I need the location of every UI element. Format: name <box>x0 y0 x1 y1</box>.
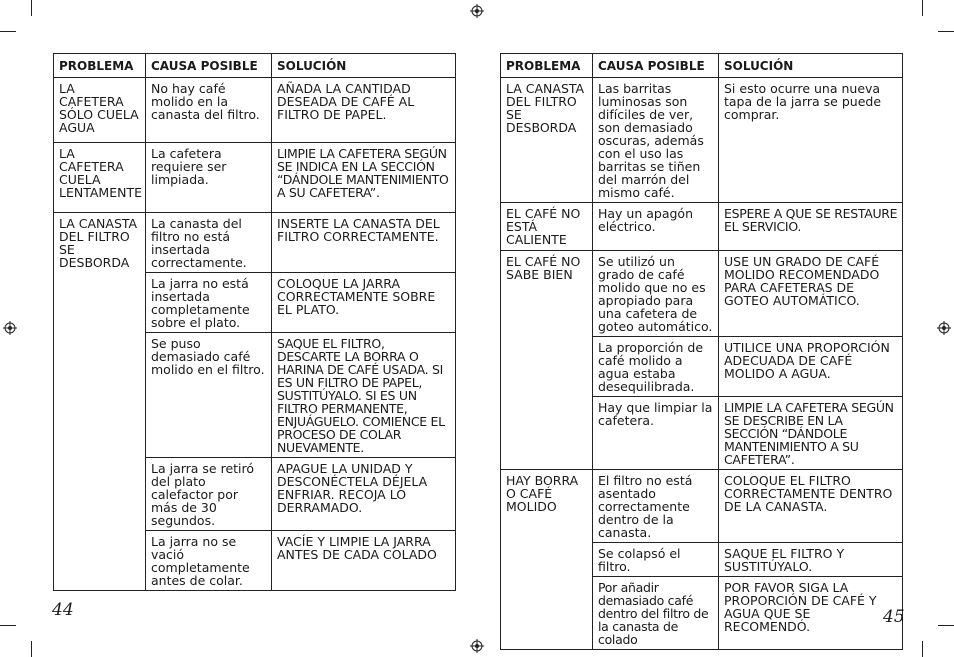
cause-cell: La cafetera requiere ser limpiada. <box>146 143 272 213</box>
crop-mark <box>31 0 32 16</box>
problem-cell: EL CAFÉ NO ESTÁ CALIENTE <box>501 203 593 251</box>
cause-cell: Hay que limpiar la cafetera. <box>593 397 719 470</box>
table-row <box>54 213 456 273</box>
crop-mark <box>0 31 16 32</box>
problem-cell: HAY BORRA O CAFÉ MOLIDO <box>501 470 593 650</box>
problem-cell: LA CAFETERA SÓLO CUELA AGUA <box>54 78 146 143</box>
solution-cell: VACÍE Y LIMPIE LA JARRA ANTES DE CADA COLADO <box>272 531 456 591</box>
solution-cell: LIMPIE LA CAFETERA SEGÚN SE DESCRIBE EN LA SECCIÓN “DÁNDOLE MANTENIMIENTO A SU CAFETERA”. <box>719 397 903 470</box>
solution-cell: UTILICE UNA PROPORCIÓN ADECUADA DE CAFÉ MOLIDO A AGUA. <box>719 337 903 397</box>
registration-mark-icon <box>3 321 17 335</box>
problem-cell: LA CAFETERA CUELA LENTAMENTE <box>54 143 146 213</box>
column-header-problema: PROBLEMA <box>54 54 146 78</box>
right-page <box>500 53 902 650</box>
solution-cell: SAQUE EL FILTRO, DESCARTE LA BORRA O HARINA DE CAFÉ USADA. SI ES UN FILTRO DE PAPEL, SUSTITÚYALO. SI ES UN FILTRO PERMANENTE, ENJUÁGUELO. COMIENCE EL PROCESO DE COLAR NUEVAMENTE. <box>272 333 456 458</box>
page-number: 45 <box>883 607 905 627</box>
cause-cell: La proporción de café molido a agua estaba desequilibrada. <box>593 337 719 397</box>
problem-cell: LA CANASTA DEL FILTRO SE DESBORDA <box>54 213 146 591</box>
solution-cell: USE UN GRADO DE CAFÉ MOLIDO RECOMENDADO PARA CAFETERAS DE GOTEO AUTOMÁTICO. <box>719 251 903 337</box>
cause-cell: Se utilizó un grado de café molido que no es apropiado para una cafetera de goteo automático. <box>593 251 719 337</box>
cause-cell: Por añadir demasiado café dentro del filtro de la canasta de colado <box>593 577 719 650</box>
table-row <box>54 143 456 213</box>
cause-cell: Hay un apagón eléctrico. <box>593 203 719 251</box>
crop-mark <box>0 625 16 626</box>
solution-cell: AÑADA LA CANTIDAD DESEADA DE CAFÉ AL FILTRO DE PAPEL. <box>272 78 456 143</box>
crop-mark <box>922 0 923 16</box>
column-header-solucion: SOLUCIÓN <box>272 54 456 78</box>
cause-cell: La jarra se retiró del plato calefactor por más de 30 segundos. <box>146 458 272 531</box>
table-row <box>501 470 903 543</box>
column-header-problema: PROBLEMA <box>501 54 593 78</box>
page-number: 44 <box>52 600 74 620</box>
crop-mark <box>31 641 32 657</box>
cause-cell: El filtro no está asentado correctamente dentro de la canasta. <box>593 470 719 543</box>
table-row <box>501 203 903 251</box>
left-page <box>53 53 455 591</box>
cause-cell: Se colapsó el filtro. <box>593 543 719 577</box>
solution-cell: INSERTE LA CANASTA DEL FILTRO CORRECTAMENTE. <box>272 213 456 273</box>
registration-mark-icon <box>470 639 484 653</box>
table-header-row <box>54 54 456 78</box>
crop-mark <box>922 641 923 657</box>
cause-cell: La canasta del filtro no está insertada correctamente. <box>146 213 272 273</box>
table-row <box>501 78 903 203</box>
solution-cell: LIMPIE LA CAFETERA SEGÚN SE INDICA EN LA SECCIÓN “DÁNDOLE MANTENIMIENTO A SU CAFETERA”. <box>272 143 456 213</box>
cause-cell: No hay café molido en la canasta del filtro. <box>146 78 272 143</box>
column-header-causa: CAUSA POSIBLE <box>593 54 719 78</box>
crop-mark <box>938 625 954 626</box>
crop-mark <box>938 31 954 32</box>
table-row <box>501 251 903 337</box>
solution-cell: COLOQUE LA JARRA CORRECTAMENTE SOBRE EL PLATO. <box>272 273 456 333</box>
solution-cell: POR FAVOR SIGA LA PROPORCIÓN DE CAFÉ Y AGUA QUE SE RECOMENDÓ. <box>719 577 903 650</box>
table-header-row <box>501 54 903 78</box>
column-header-solucion: SOLUCIÓN <box>719 54 903 78</box>
registration-mark-icon <box>470 4 484 18</box>
problem-cell: LA CANASTA DEL FILTRO SE DESBORDA <box>501 78 593 203</box>
solution-cell: APAGUE LA UNIDAD Y DESCONÉCTELA DÉJELA ENFRIAR. RECOJA LO DERRAMADO. <box>272 458 456 531</box>
table-row <box>54 78 456 143</box>
cause-cell: Se puso demasiado café molido en el filtro. <box>146 333 272 458</box>
solution-cell: Si esto ocurre una nueva tapa de la jarra se puede comprar. <box>719 78 903 203</box>
problem-cell: EL CAFÉ NO SABE BIEN <box>501 251 593 470</box>
solution-cell: SAQUE EL FILTRO Y SUSTITÚYALO. <box>719 543 903 577</box>
column-header-causa: CAUSA POSIBLE <box>146 54 272 78</box>
solution-cell: COLOQUE EL FILTRO CORRECTAMENTE DENTRO DE LA CANASTA. <box>719 470 903 543</box>
solution-cell: ESPERE A QUE SE RESTAURE EL SERVICIO. <box>719 203 903 251</box>
registration-mark-icon <box>937 321 951 335</box>
troubleshooting-table <box>53 53 456 591</box>
cause-cell: La jarra no se vació completamente antes de colar. <box>146 531 272 591</box>
troubleshooting-table <box>500 53 903 650</box>
cause-cell: Las barritas luminosas son difíciles de ver, son demasiado oscuras, además con el uso las barritas se tiñen del marrón del mismo café. <box>593 78 719 203</box>
cause-cell: La jarra no está insertada completamente sobre el plato. <box>146 273 272 333</box>
